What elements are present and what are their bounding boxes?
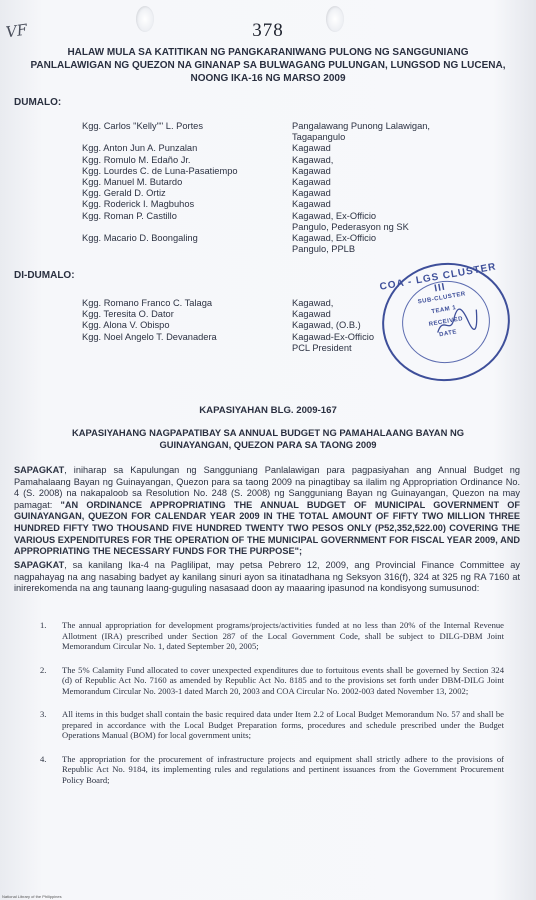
footer-text: National Library of the Philippines <box>2 894 62 899</box>
present-position: Pangulo, PPLB <box>292 244 356 255</box>
coa-received-stamp <box>373 253 520 391</box>
present-name: Kgg. Carlos "Kelly"" L. Portes <box>82 121 203 131</box>
absent-name: Kgg. Romano Franco C. Talaga <box>82 298 213 308</box>
absent-name: Kgg. Noel Angelo T. Devanadera <box>82 331 217 342</box>
whereas-lead-1: SAPAGKAT <box>14 465 65 475</box>
whereas-paragraph-2 <box>14 560 520 595</box>
present-position: Pangulo, Pederasyon ng SK <box>292 221 409 232</box>
condition-item <box>40 665 504 697</box>
present-position: Kagawad <box>292 143 331 154</box>
present-position: Kagawad <box>292 188 331 199</box>
condition-text: The annual appropriation for development programs/projects/activities funded at no less than 20% of the Internal Revenue Allotment (IRA) prescribed under Section 287 of the Local Government Code, shall be subject to DILG-DBM Joint Memorandum Circular No. 1, dated September 20, 2005; <box>62 620 504 651</box>
whereas-text-2: , sa kanilang Ika-4 na Paglilipat, may petsa Pebrero 12, 2009, ang Provincial Finance Committee ay nagpahayag na ang nasabing badyet ay kanilang sinuri ayon sa itinatadhana ng Seksyon 316(f), 324 at 325 ng RA 7160 at inirerekomenda na ang taunang laang-guguling nasasaad doon ay maaaring ipasunod na kondisyong sumusunod: <box>14 560 520 594</box>
present-heading: DUMALO: <box>14 97 62 108</box>
conditions-list <box>40 620 504 798</box>
absent-heading: DI-DUMALO: <box>14 270 75 281</box>
present-row <box>82 211 462 222</box>
present-name: Kgg. Manuel M. Butardo <box>82 177 183 188</box>
present-row <box>82 244 462 255</box>
ordinance-title: "AN ORDINANCE APPROPRIATING THE ANNUAL BUDGET OF MUNICIPAL GOVERNMENT OF GUINAYANGAN, QUEZON FOR CALENDAR YEAR 2009 IN THE TOTAL AMOUNT OF FIFTY TWO MILLION THREE HUNDRED FIFTY TWO THOUSAND FIVE HUNDRED TWENTY TWO PESOS ONLY (P52,352,522.00) COVERING THE VARIOUS EXPENDITURES FOR THE OPERATION OF THE MUNICIPAL GOVERNMENT FOR FISCAL YEAR 2009, AND APPROPRIATING THE NECESSARY FUNDS FOR THE PURPOSE"; <box>14 499 521 557</box>
whereas-text-1: , iniharap sa Kapulungan ng Sangguniang Panlalawigan para pagpasiyahan ang Annual Budget ng Pamahalaang Bayan ng Guinayangan, Quezon para sa taong 2009 na pinagtibay sa ilalim ng Appropriation Ordinance No. 4 (S. 2008) na nakapaloob sa Resolution No. 248 (S. 2008) ng Sangguniang Bayan ng Guinayangan, Quezon na may pamagat: <box>14 465 520 510</box>
present-name: Kgg. Macario D. Boongaling <box>82 233 198 244</box>
present-name: Kgg. Lourdes C. de Luna-Pasatiempo <box>82 165 238 176</box>
whereas-paragraph-1 <box>14 465 520 558</box>
present-name: Kgg. Anton Jun A. Punzalan <box>82 143 198 154</box>
condition-text: The 5% Calamity Fund allocated to cover unexpected expenditures due to fortuitous events shall be governed by Section 324 (d) of Republic Act No. 7160 as amended by Republic Act No. 8185 and to the provisions set forth under DBM-DILG Joint Memorandum Circular No. 2003-1 dated March 20, 2003 and COA Circular No. 2002-003 dated November 13, 2002; <box>62 664 504 696</box>
present-position: Kagawad <box>292 199 331 210</box>
page-number: 378 <box>252 20 284 41</box>
resolution-number: KAPASIYAHAN BLG. 2009-167 <box>199 405 337 416</box>
present-position: Kagawad <box>292 177 331 188</box>
present-name <box>82 244 292 255</box>
absent-position: Kagawad-Ex-Officio <box>292 331 374 342</box>
condition-item <box>40 754 504 786</box>
resolution-title: KAPASIYAHANG NAGPAPATIBAY SA ANNUAL BUDGET NG PAMAHALAANG BAYAN NG GUINAYANGAN, QUEZON PARA SA TAONG 2009 <box>71 427 465 450</box>
absent-position: Kagawad, (O.B.) <box>292 320 361 331</box>
whereas-lead-2: SAPAGKAT <box>14 560 65 570</box>
present-row <box>82 155 462 166</box>
present-name <box>82 222 292 233</box>
condition-item <box>40 709 504 741</box>
absent-name: Kgg. Teresita O. Dator <box>82 309 174 320</box>
present-list <box>82 121 462 255</box>
stamp-line2: SUB-CLUSTER <box>417 291 467 306</box>
condition-number: 4. <box>40 753 47 764</box>
present-name: Kgg. Roman P. Castillo <box>82 210 177 221</box>
present-position: Kagawad, Ex-Officio <box>292 210 377 221</box>
handwritten-note: VF <box>4 20 29 42</box>
present-name: Kgg. Gerald D. Ortiz <box>82 188 166 199</box>
present-row <box>82 233 462 244</box>
present-position: Kagawad, <box>292 154 334 165</box>
present-row <box>82 121 462 132</box>
present-row <box>82 132 462 143</box>
stamp-line1: COA - LGS CLUSTER III <box>378 261 498 295</box>
present-position: Kagawad <box>292 165 331 176</box>
absent-position: Kagawad <box>292 309 331 320</box>
condition-number: 3. <box>40 709 47 719</box>
stamp-line5: DATE <box>438 329 458 339</box>
present-row <box>82 199 462 210</box>
condition-number: 1. <box>40 620 47 630</box>
present-name <box>82 132 292 143</box>
condition-text: The appropriation for the procurement of infrastructure projects and equipment shall strictly adhere to the provisions of Republic Act No. 9184, its implementing rules and regulations and pertinent issuances from the Government Procurement Policy Board; <box>62 753 504 785</box>
present-row <box>82 166 462 177</box>
present-row <box>82 222 462 233</box>
stamp-line4: RECEIVED <box>428 316 464 328</box>
condition-number: 2. <box>40 664 47 675</box>
present-position: Kagawad, Ex-Officio <box>292 233 377 244</box>
absent-position: PCL President <box>292 342 352 353</box>
condition-item <box>40 620 504 652</box>
absent-name: Kgg. Alona V. Obispo <box>82 320 170 331</box>
absent-name <box>82 343 292 354</box>
present-row <box>82 177 462 188</box>
stamp-line3: TEAM 1 <box>431 305 457 316</box>
present-name: Kgg. Roderick I. Magbuhos <box>82 199 195 210</box>
present-position: Pangalawang Punong Lalawigan, <box>292 121 431 131</box>
present-row <box>82 188 462 199</box>
present-position: Tagapangulo <box>292 132 346 143</box>
present-row <box>82 143 462 154</box>
present-name: Kgg. Romulo M. Edaño Jr. <box>82 154 191 165</box>
absent-position: Kagawad, <box>292 298 334 308</box>
header-title: HALAW MULA SA KATITIKAN NG PANGKARANIWANG PULONG NG SANGGUNIANG PANLALAWIGAN NG QUEZON NA GINANAP SA BULWAGANG PULUNGAN, LUNGSOD NG LUCENA, NOONG IKA-16 NG MARSO 2009 <box>30 47 506 84</box>
condition-text: All items in this budget shall contain the basic required data under Item 2.2 of Local Budget Memorandum No. 57 and shall be prepared in accordance with the Local Budget Preparation forms, procedures and schedule prescribed under the Budget Operations Manual (BOM) for local government units; <box>62 709 504 740</box>
